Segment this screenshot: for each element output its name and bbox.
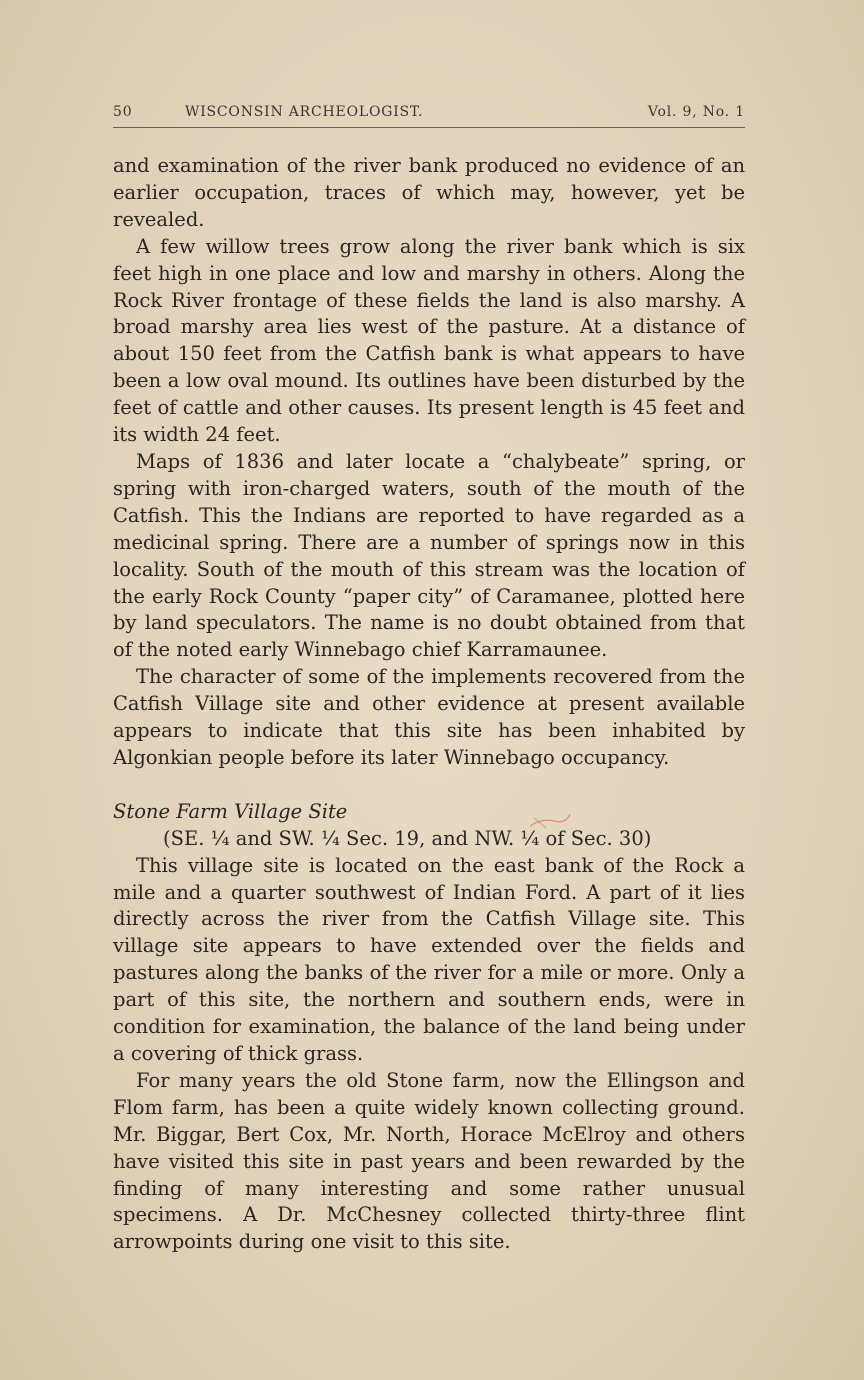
volume-issue: Vol. 9, No. 1 — [647, 104, 745, 120]
paragraph-chalybeate-spring: Maps of 1836 and later locate a “chalybeate” spring, or spring with iron-charged waters, south of the mouth of the Catfish. This the Indians are reported to have regarded as a medicinal spring. There are a number of springs now in this locality. South of the mouth of this stream was the location of the early Rock County “paper city” of Caramanee, plotted here by land speculators. The name is no doubt obtained from that of the noted early Winnebago chief Karramaunee. — [113, 449, 745, 662]
paragraph-implements: The character of some of the implements recovered from the Catfish Village site and other evidence at present available appears to indicate that this site has been inhabited by Algonkian people before its later Winnebago occupancy. — [113, 665, 745, 769]
section-subheading: (SE. ¼ and SW. ¼ Sec. 19, and NW. ¼ of Sec. 30) — [163, 826, 652, 850]
page-number: 50 — [113, 104, 133, 120]
header-rule — [113, 127, 745, 128]
section-heading: Stone Farm Village Site — [113, 799, 348, 823]
journal-title: WISCONSIN ARCHEOLOGIST. — [185, 104, 424, 120]
paragraph-collecting-ground: For many years the old Stone farm, now the Ellingson and Flom farm, has been a quite widely known collecting ground. Mr. Biggar, Bert Cox, Mr. North, Horace McElroy and others have visited this site in past years and been rewarded by the finding of many interesting and some rather unusual specimens. A Dr. McChesney collected thirty-three flint arrowpoints during one visit to this site. — [113, 1068, 745, 1254]
paragraph-willow-trees: A few willow trees grow along the river bank which is six feet high in one place and low and marshy in others. Along the Rock River frontage of these fields the land is also marshy. A broad marshy area lies west of the pasture. At a distance of about 150 feet from the Catfish bank is what appears to have been a low oval mound. Its outlines have been disturbed by the feet of cattle and other causes. Its present length is 45 feet and its width 24 feet. — [113, 234, 745, 447]
pencil-check-mark — [528, 812, 572, 834]
body-text — [113, 153, 745, 1256]
running-header — [113, 104, 745, 126]
paragraph-continued: and examination of the river bank produced no evidence of an earlier occupation, traces of which may, however, yet be revealed. — [113, 154, 745, 231]
paragraph-village-location: This village site is located on the east bank of the Rock a mile and a quarter southwest of Indian Ford. A part of it lies directly across the river from the Catfish Village site. This village site appears to have extended over the fields and pastures along the banks of the river for a mile or more. Only a part of this site, the northern and southern ends, were in condition for examination, the balance of the land being under a covering of thick grass. — [113, 853, 745, 1065]
